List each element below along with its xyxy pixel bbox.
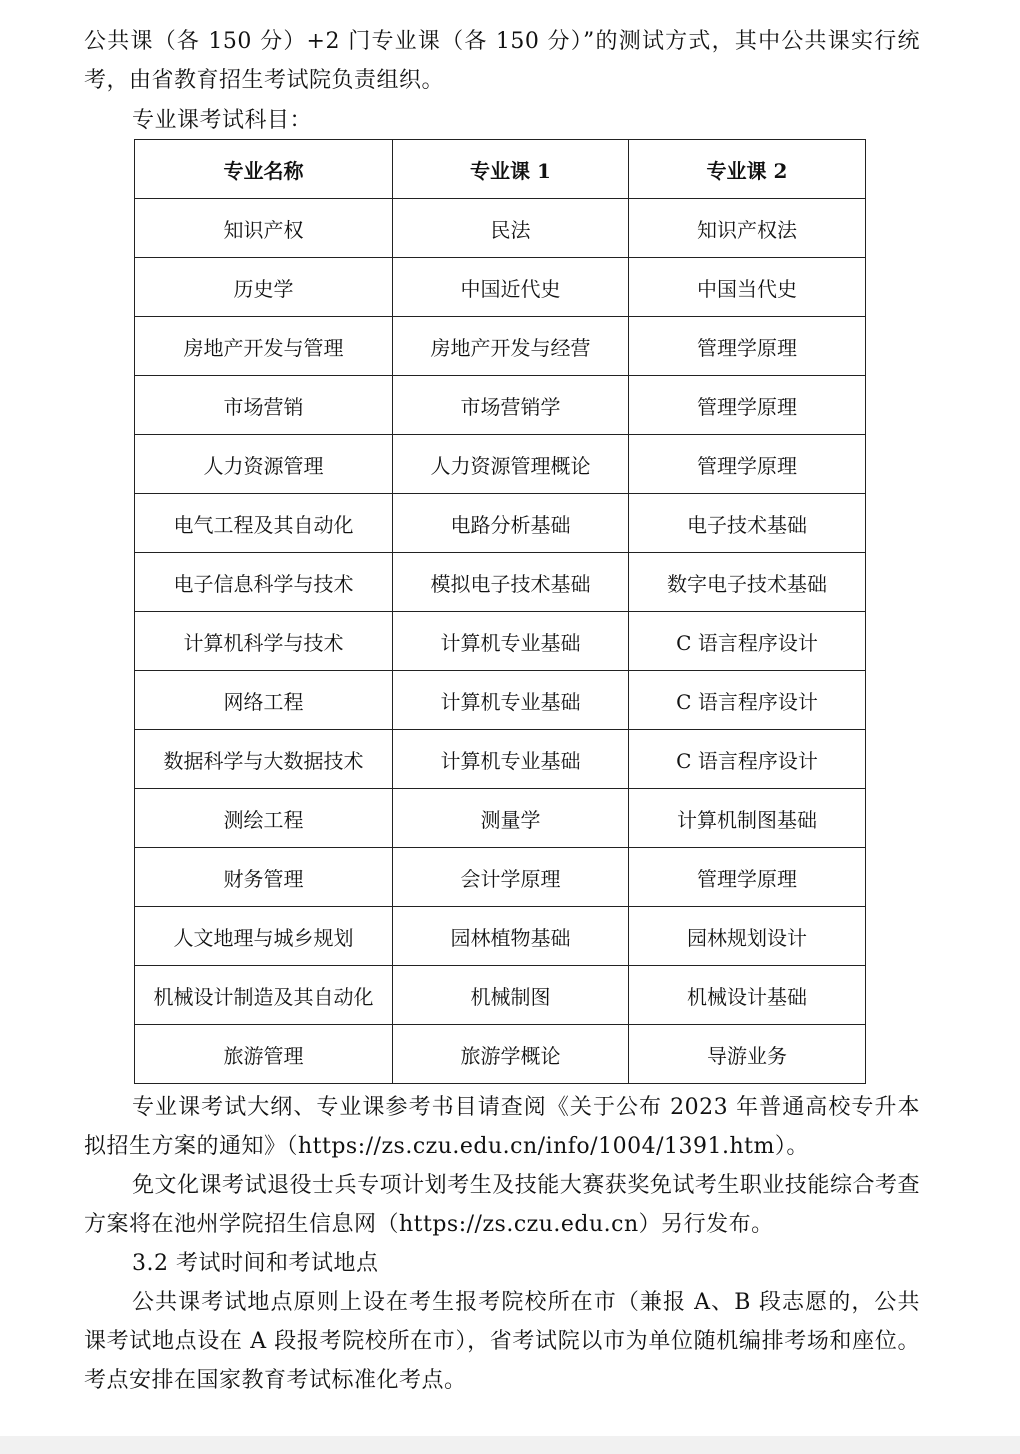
cell-major-name: 旅游管理 bbox=[135, 1025, 393, 1084]
table-row bbox=[135, 848, 866, 907]
cell-course-1: 计算机专业基础 bbox=[393, 671, 629, 730]
table-row bbox=[135, 317, 866, 376]
cell-course-1: 民法 bbox=[393, 199, 629, 258]
cell-course-2: 管理学原理 bbox=[629, 435, 866, 494]
cell-course-2: 管理学原理 bbox=[629, 376, 866, 435]
cell-course-1: 旅游学概论 bbox=[393, 1025, 629, 1084]
cell-major-name: 计算机科学与技术 bbox=[135, 612, 393, 671]
cell-major-name: 市场营销 bbox=[135, 376, 393, 435]
cell-course-1: 机械制图 bbox=[393, 966, 629, 1025]
header-course-2: 专业课 2 bbox=[629, 140, 866, 199]
intro-paragraph: 公共课（各 150 分）+2 门专业课（各 150 分）”的测试方式，其中公共课实行统考，由省教育招生考试院负责组织。 bbox=[84, 29, 920, 93]
cell-course-2: 数字电子技术基础 bbox=[629, 553, 866, 612]
cell-major-name: 知识产权 bbox=[135, 199, 393, 258]
cell-course-2: 知识产权法 bbox=[629, 199, 866, 258]
cell-course-1: 人力资源管理概论 bbox=[393, 435, 629, 494]
subjects-table bbox=[134, 139, 866, 1084]
table-row bbox=[135, 907, 866, 966]
cell-major-name: 机械设计制造及其自动化 bbox=[135, 966, 393, 1025]
cell-course-1: 中国近代史 bbox=[393, 258, 629, 317]
table-row bbox=[135, 966, 866, 1025]
cell-course-2: 中国当代史 bbox=[629, 258, 866, 317]
table-row bbox=[135, 494, 866, 553]
cell-course-2: 电子技术基础 bbox=[629, 494, 866, 553]
cell-course-1: 电路分析基础 bbox=[393, 494, 629, 553]
cell-major-name: 数据科学与大数据技术 bbox=[135, 730, 393, 789]
cell-major-name: 电子信息科学与技术 bbox=[135, 553, 393, 612]
cell-course-2: C 语言程序设计 bbox=[629, 671, 866, 730]
table-row bbox=[135, 671, 866, 730]
cell-course-1: 会计学原理 bbox=[393, 848, 629, 907]
table-row bbox=[135, 1025, 866, 1084]
outline-paragraph: 专业课考试大纲、专业课参考书目请查阅《关于公布 2023 年普通高校专升本拟招生方案的通知》（https://zs.czu.edu.cn/info/1004/1391.htm）。 bbox=[84, 1095, 920, 1159]
cell-course-1: 园林植物基础 bbox=[393, 907, 629, 966]
cell-course-2: 管理学原理 bbox=[629, 848, 866, 907]
cell-course-2: 管理学原理 bbox=[629, 317, 866, 376]
cell-major-name: 房地产开发与管理 bbox=[135, 317, 393, 376]
cell-major-name: 电气工程及其自动化 bbox=[135, 494, 393, 553]
cell-major-name: 人文地理与城乡规划 bbox=[135, 907, 393, 966]
table-row bbox=[135, 258, 866, 317]
cell-major-name: 人力资源管理 bbox=[135, 435, 393, 494]
cell-major-name: 财务管理 bbox=[135, 848, 393, 907]
cell-course-1: 计算机专业基础 bbox=[393, 730, 629, 789]
page-bottom-edge bbox=[0, 1436, 1020, 1454]
table-row bbox=[135, 553, 866, 612]
section-heading: 3.2 考试时间和考试地点 bbox=[132, 1251, 379, 1276]
table-body bbox=[135, 199, 866, 1084]
table-row bbox=[135, 612, 866, 671]
cell-course-1: 模拟电子技术基础 bbox=[393, 553, 629, 612]
cell-course-2: C 语言程序设计 bbox=[629, 612, 866, 671]
cell-major-name: 网络工程 bbox=[135, 671, 393, 730]
cell-course-2: C 语言程序设计 bbox=[629, 730, 866, 789]
cell-major-name: 测绘工程 bbox=[135, 789, 393, 848]
table-row bbox=[135, 199, 866, 258]
table-row bbox=[135, 730, 866, 789]
table-caption: 专业课考试科目： bbox=[132, 108, 313, 133]
exempt-paragraph: 免文化课考试退役士兵专项计划考生及技能大赛获奖免试考生职业技能综合考查方案将在池州学院招生信息网（https://zs.czu.edu.cn）另行发布。 bbox=[84, 1173, 920, 1237]
cell-course-2: 机械设计基础 bbox=[629, 966, 866, 1025]
cell-course-1: 房地产开发与经营 bbox=[393, 317, 629, 376]
location-paragraph: 公共课考试地点原则上设在考生报考院校所在市（兼报 A、B 段志愿的，公共课考试地点设在 A 段报考院校所在市），省考试院以市为单位随机编排考场和座位。考点安排在国家教育考试标准化考点。 bbox=[84, 1290, 920, 1393]
cell-course-2: 园林规划设计 bbox=[629, 907, 866, 966]
cell-course-2: 导游业务 bbox=[629, 1025, 866, 1084]
table-header-row bbox=[135, 140, 866, 199]
table-row bbox=[135, 789, 866, 848]
cell-course-1: 计算机专业基础 bbox=[393, 612, 629, 671]
cell-course-1: 测量学 bbox=[393, 789, 629, 848]
cell-major-name: 历史学 bbox=[135, 258, 393, 317]
cell-course-2: 计算机制图基础 bbox=[629, 789, 866, 848]
table-row bbox=[135, 376, 866, 435]
header-course-1: 专业课 1 bbox=[393, 140, 629, 199]
table-row bbox=[135, 435, 866, 494]
header-major-name: 专业名称 bbox=[135, 140, 393, 199]
cell-course-1: 市场营销学 bbox=[393, 376, 629, 435]
